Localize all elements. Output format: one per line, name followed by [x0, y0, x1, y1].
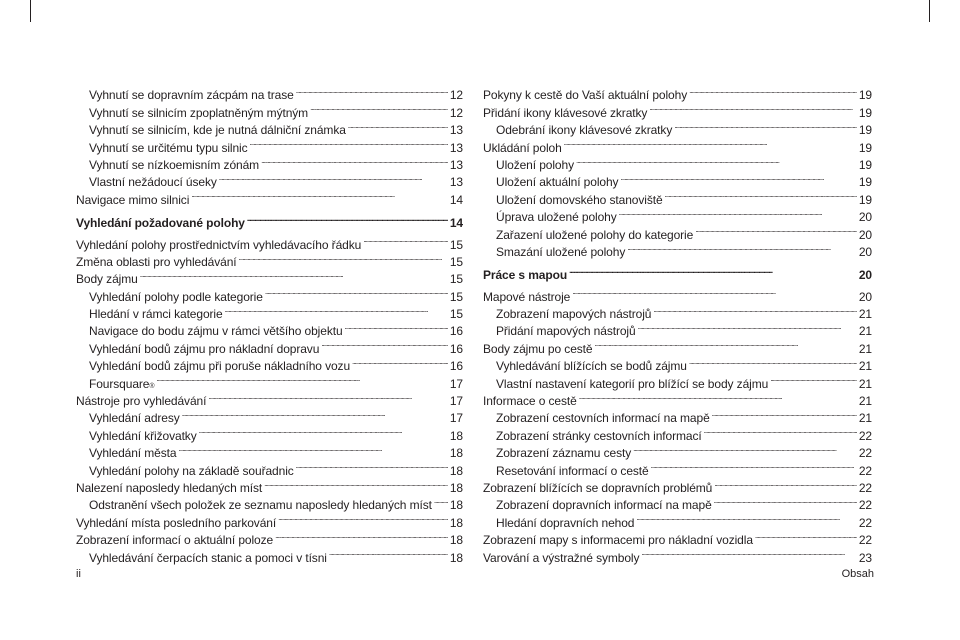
crop-mark-right [929, 0, 930, 22]
dot-leader [264, 475, 448, 492]
toc-right-column [483, 82, 872, 565]
toc-page-number: 22 [858, 463, 872, 478]
toc-entry-title: Vyhledání bodů zájmu při poruše nákladního vozu [89, 359, 351, 374]
toc-page-number: 21 [858, 411, 872, 426]
toc-page-number: 18 [449, 515, 463, 530]
dot-leader [239, 249, 448, 266]
toc-page-number: 15 [449, 237, 463, 252]
toc-entry-title: Odstranění všech položek ze seznamu naposledy hledaných míst [89, 498, 432, 513]
toc-entry-title: Vyhledání polohy prostřednictvím vyhledávacího řádku [76, 237, 362, 252]
footer-page-number: ii [76, 568, 81, 580]
toc-page-number: 13 [449, 140, 463, 155]
dot-leader [712, 405, 857, 422]
toc-entry-title: Body zájmu [76, 272, 138, 287]
toc-entry-title: Odebrání ikony klávesové zkratky [496, 123, 673, 138]
dot-leader [278, 509, 448, 526]
dot-leader [770, 370, 857, 387]
footer-section-title: Obsah [841, 568, 874, 580]
crop-mark-left [30, 0, 31, 22]
toc-entry-title: Uložení domovského stanoviště [496, 192, 663, 207]
dot-leader [665, 186, 857, 203]
dot-leader [247, 210, 448, 227]
dot-leader [689, 353, 857, 370]
toc-entry-title: Zařazení uložené polohy do kategorie [496, 227, 694, 242]
toc-page-number: 20 [858, 244, 872, 259]
dot-leader [329, 544, 448, 561]
toc-page-number: 22 [858, 428, 872, 443]
toc-entry-title: Vyhledání adresy [89, 411, 180, 426]
toc-entry-title: Uložení polohy [496, 157, 574, 172]
toc-page-number: 13 [449, 175, 463, 190]
dot-leader [156, 370, 447, 387]
dot-leader [261, 152, 448, 169]
toc-page-number: 21 [858, 324, 872, 339]
toc-page-number: 17 [449, 376, 463, 391]
toc-entry-title: Práce s mapou [483, 268, 568, 283]
toc-page-number: 15 [449, 289, 463, 304]
toc-entry-title: Mapové nástroje [483, 289, 571, 304]
toc-entry-title: Vlastní nastavení kategorií pro blížící se body zájmu [496, 376, 769, 391]
toc-entry-title: Zobrazení záznamu cesty [496, 446, 632, 461]
dot-leader [755, 527, 857, 544]
toc-entry-title: Vyhledávání blížících se bodů zájmu [496, 359, 687, 374]
toc-entry-title: Vyhledávání čerpacích stanic a pomoci v tísni [89, 550, 327, 565]
toc-page-number: 12 [449, 105, 463, 120]
toc-entry-title: Změna oblasti pro vyhledávání [76, 254, 237, 269]
dot-leader [265, 283, 448, 300]
dot-leader [653, 301, 856, 318]
toc-page-number: 18 [449, 428, 463, 443]
dot-leader [595, 335, 857, 352]
toc-page-number: 14 [449, 192, 463, 207]
toc-entry-title: Resetování informací o cestě [496, 463, 649, 478]
toc-entry-title: Vyhledání bodů zájmu pro nákladní dopravu [89, 341, 320, 356]
toc-page-number: 19 [858, 192, 872, 207]
toc-entry-title: Vyhledání místa posledního parkování [76, 515, 277, 530]
dot-leader [182, 405, 448, 422]
dot-leader [651, 457, 857, 474]
toc-entry[interactable] [76, 231, 463, 252]
toc-page-number: 19 [858, 105, 872, 120]
dot-leader [579, 388, 857, 405]
toc-entry-title: Nástroje pro vyhledávání [76, 394, 207, 409]
toc-entry-title: Nalezení naposledy hledaných míst [76, 480, 263, 495]
dot-leader [275, 527, 448, 544]
dot-leader [219, 169, 448, 186]
toc-page-number: 21 [858, 359, 872, 374]
toc-entry-title: Vyhledání křižovatky [89, 428, 197, 443]
toc-page-number: 15 [449, 254, 463, 269]
dot-leader [695, 221, 857, 238]
toc-page-number: 14 [449, 216, 463, 231]
toc-entry-title: Zobrazení blížících se dopravních problémů [483, 480, 713, 495]
toc-entry-title: Pokyny k cestě do Vaší aktuální polohy [483, 88, 688, 103]
toc-entry-title: Vyhnutí se silnicím zpoplatněným mýtným [89, 105, 309, 120]
toc-page-number: 15 [449, 307, 463, 322]
dot-leader [208, 388, 448, 405]
toc-entry-title: Ukládání poloh [483, 140, 562, 155]
toc-entry-title: Přidání ikony klávesové zkratky [483, 105, 648, 120]
toc-page-number: 23 [858, 550, 872, 565]
toc-entry[interactable] [483, 82, 872, 103]
dot-leader [714, 492, 857, 509]
dot-leader [641, 544, 856, 561]
toc-page-number: 19 [858, 123, 872, 138]
dot-leader [714, 475, 857, 492]
toc-page-number: 13 [449, 157, 463, 172]
dot-leader [296, 457, 448, 474]
dot-leader [348, 117, 448, 134]
toc-entry-title: Informace o cestě [483, 394, 577, 409]
toc-entry-title: Hledání dopravních nehod [496, 515, 635, 530]
toc-page-number: 18 [449, 498, 463, 513]
toc-entry-title: Zobrazení mapových nástrojů [496, 307, 652, 322]
dot-leader [704, 422, 857, 439]
toc-page-number: 20 [858, 227, 872, 242]
toc-heading[interactable] [76, 210, 463, 231]
toc-entry-title: Vyhnutí se nízkoemisním zónám [89, 157, 260, 172]
toc-page-number: 22 [858, 515, 872, 530]
toc-page-number: 20 [858, 289, 872, 304]
toc-left-column [76, 82, 463, 565]
dot-leader [178, 440, 447, 457]
toc-page-number: 16 [449, 324, 463, 339]
dot-leader [674, 117, 857, 134]
dot-leader [627, 239, 857, 256]
toc-entry[interactable] [76, 82, 463, 103]
dot-leader [140, 266, 448, 283]
toc-entry-title: Foursquare [89, 376, 150, 391]
toc-page-number: 16 [449, 359, 463, 374]
toc-page-number: 12 [449, 88, 463, 103]
dot-leader [363, 231, 448, 248]
toc-page-number: 22 [858, 533, 872, 548]
toc-entry-title: Vyhnutí se silnicím, kde je nutná dálniční známka [89, 123, 346, 138]
toc-entry-title: Přidání mapových nástrojů [496, 324, 636, 339]
dot-leader [649, 99, 857, 116]
toc-heading[interactable] [483, 262, 872, 283]
toc-entry-title: Zobrazení stránky cestovních informací [496, 428, 702, 443]
toc-page-number: 18 [449, 480, 463, 495]
toc-page-number: 21 [858, 376, 872, 391]
toc-entry-title: Zobrazení dopravních informací na mapě [496, 498, 712, 513]
dot-leader [352, 353, 448, 370]
toc-page-number: 21 [858, 307, 872, 322]
toc-page-number: 20 [858, 210, 872, 225]
toc-entry-title: Uložení aktuální polohy [496, 175, 619, 190]
toc-page-number: 21 [858, 341, 872, 356]
toc-page-number: 17 [449, 394, 463, 409]
toc-entry-title: Vlastní nežádoucí úseky [89, 175, 217, 190]
toc-entry-title: Zobrazení cestovních informací na mapě [496, 411, 710, 426]
toc-entry-title: Vyhledání požadované polohy [76, 216, 245, 231]
toc-page-number: 20 [858, 268, 872, 283]
dot-leader [191, 186, 448, 203]
toc-page-number: 18 [449, 533, 463, 548]
dot-leader [564, 134, 857, 151]
toc-page-number: 13 [449, 123, 463, 138]
dot-leader [225, 301, 448, 318]
dot-leader [620, 169, 856, 186]
toc-page-number: 19 [858, 175, 872, 190]
dot-leader [572, 283, 857, 300]
toc-entry-title: Vyhnutí se určitému typu silnic [89, 140, 248, 155]
toc-page-number: 21 [858, 394, 872, 409]
toc-entry[interactable]: Foursquare ® . . . 17 [76, 370, 463, 387]
toc-page-number: 18 [449, 463, 463, 478]
toc-page-number: 22 [858, 446, 872, 461]
toc-page-number: 18 [449, 550, 463, 565]
toc-entry-title: Úprava uložené polohy [496, 210, 617, 225]
toc-entry-title: Navigace do bodu zájmu v rámci většího objektu [89, 324, 343, 339]
toc-page-number: 19 [858, 140, 872, 155]
dot-leader [638, 318, 857, 335]
toc-entry-title: Zobrazení mapy s informacemi pro nákladní vozidla [483, 533, 753, 548]
toc-entry-title: Smazání uložené polohy [496, 244, 626, 259]
toc-entry-title: Vyhledání města [89, 446, 177, 461]
toc-entry-title: Navigace mimo silnici [76, 192, 190, 207]
toc-entry-title: Vyhledání polohy na základě souřadnic [89, 463, 294, 478]
toc-page-number: 19 [858, 157, 872, 172]
toc-page-number: 19 [858, 88, 872, 103]
toc-entry-title: Vyhledání polohy podle kategorie [89, 289, 263, 304]
dot-leader [619, 204, 857, 221]
toc-page-number: 16 [449, 341, 463, 356]
dot-leader [569, 262, 857, 279]
dot-leader [636, 509, 856, 526]
toc-page-number: 18 [449, 446, 463, 461]
toc-page-number: 22 [858, 498, 872, 513]
dot-leader [310, 99, 448, 116]
dot-leader [321, 335, 448, 352]
toc-entry-title: Vyhnutí se dopravním zácpám na trase [89, 88, 294, 103]
toc-page-number: 22 [858, 480, 872, 495]
dot-leader [345, 318, 448, 335]
toc-entry-title: Zobrazení informací o aktuální poloze [76, 533, 274, 548]
toc-page-number: 17 [449, 411, 463, 426]
toc-entry-title: Varování a výstražné symboly [483, 550, 640, 565]
dot-leader [434, 492, 448, 509]
dot-leader [296, 82, 448, 99]
toc-entry-title: Body zájmu po cestě [483, 341, 593, 356]
dot-leader [633, 440, 857, 457]
toc-entry[interactable] [483, 283, 872, 304]
dot-leader [199, 422, 448, 439]
dot-leader [689, 82, 857, 99]
toc-page-number: 15 [449, 272, 463, 287]
dot-leader [576, 152, 857, 169]
toc-entry-title: Hledání v rámci kategorie [89, 307, 223, 322]
dot-leader [250, 134, 448, 151]
